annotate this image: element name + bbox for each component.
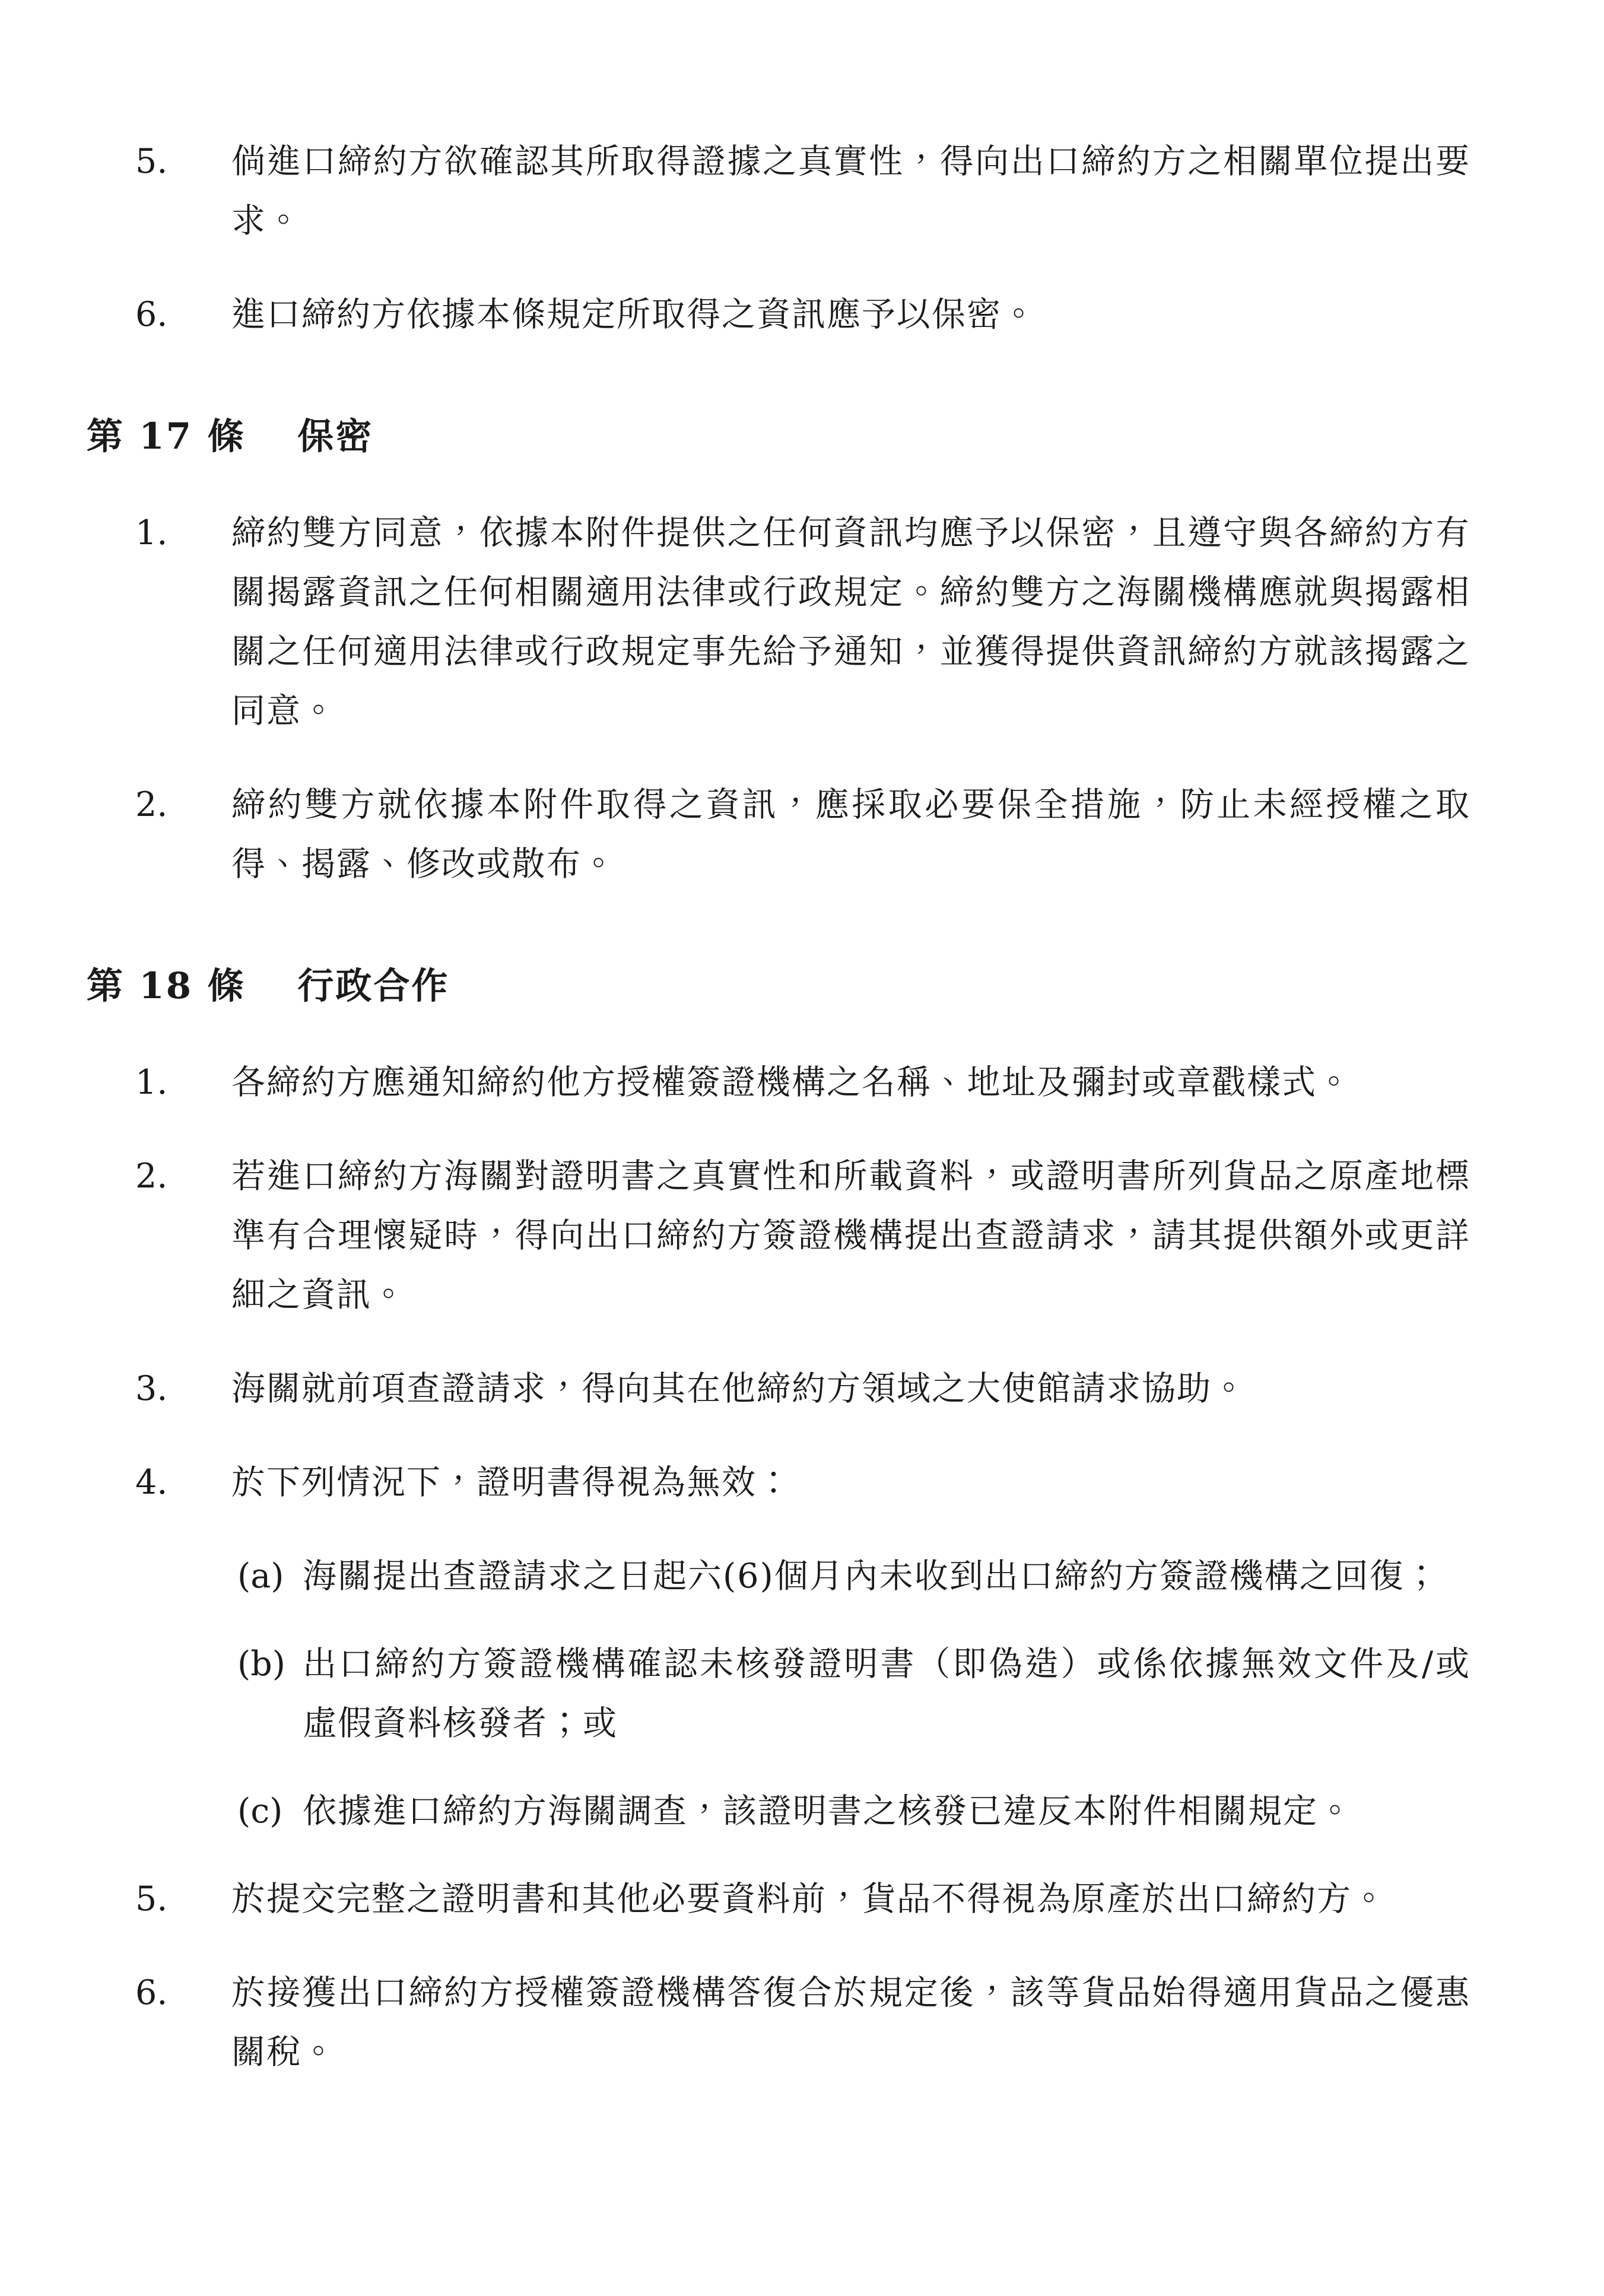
item-number: 2. (135, 785, 168, 824)
item-number: 2. (135, 1157, 168, 1196)
article-17-heading (87, 406, 1470, 468)
article-18-item-4-sublist (237, 1546, 1470, 1841)
article-18-item-6 (87, 1963, 1470, 2082)
item-text: 若進口締約方海關對證明書之真實性和所載資料，或證明書所列貨品之原產地標準有合理懷疑時，得向出口締約方簽證機構提出查證請求，請其提供額外或更詳細之資訊。 (231, 1157, 1470, 1314)
article-17-item-2 (87, 775, 1470, 894)
article-18-heading (87, 955, 1470, 1017)
article-17-item-1 (87, 503, 1470, 741)
item-number: 1. (135, 513, 168, 552)
item-number: 6. (135, 1973, 168, 2012)
article-17-number: 第 17 條 (87, 415, 246, 458)
article-18-item-5 (87, 1869, 1470, 1929)
item-text: 倘進口締約方欲確認其所取得證據之真實性，得向出口締約方之相關單位提出要求。 (231, 142, 1470, 240)
item-text: 締約雙方就依據本附件取得之資訊，應採取必要保全措施，防止未經授權之取得、揭露、修改或散布。 (231, 785, 1470, 884)
item-text: 於下列情況下，證明書得視為無效： (231, 1463, 792, 1502)
sub-item-letter: (a) (237, 1557, 284, 1596)
item-number: 4. (135, 1463, 168, 1502)
item-number: 5. (135, 1879, 168, 1919)
item-number: 3. (135, 1369, 168, 1408)
item-text: 進口締約方依據本條規定所取得之資訊應予以保密。 (231, 295, 1037, 334)
sub-item-text: 海關提出查證請求之日起六(6)個月內未收到出口締約方簽證機構之回復； (303, 1557, 1440, 1596)
item-text: 海關就前項查證請求，得向其在他締約方領域之大使館請求協助。 (231, 1369, 1247, 1408)
item-number: 1. (135, 1063, 168, 1102)
article-18-item-4 (87, 1453, 1470, 1512)
item-text: 於接獲出口締約方授權簽證機構答復合於規定後，該等貨品始得適用貨品之優惠關稅。 (231, 1973, 1470, 2072)
article-18-item-3 (87, 1359, 1470, 1418)
list-item-6-prev-article (87, 285, 1470, 344)
sub-item-letter: (c) (237, 1792, 283, 1831)
item-text: 於提交完整之證明書和其他必要資料前，貨品不得視為原產於出口締約方。 (231, 1879, 1387, 1919)
sub-item-text: 出口締約方簽證機構確認未核發證明書（即偽造）或係依據無效文件及/或虛假資料核發者；或 (303, 1644, 1470, 1743)
article-18-number: 第 18 條 (87, 965, 246, 1007)
sub-item-text: 依據進口締約方海關調查，該證明書之核發已違反本附件相關規定。 (303, 1792, 1353, 1831)
sub-item-letter: (b) (237, 1644, 285, 1684)
sub-item-c (237, 1781, 1470, 1841)
sub-item-b (237, 1634, 1470, 1753)
list-item-5-prev-article (87, 132, 1470, 250)
article-18-item-2 (87, 1147, 1470, 1325)
article-17-title: 保密 (297, 415, 374, 458)
item-number: 6. (135, 295, 168, 334)
article-18-item-1 (87, 1053, 1470, 1112)
item-number: 5. (135, 142, 168, 181)
item-text: 締約雙方同意，依據本附件提供之任何資訊均應予以保密，且遵守與各締約方有關揭露資訊之任何相關適用法律或行政規定。締約雙方之海關機構應就與揭露相關之任何適用法律或行政規定事先給予通知，並獲得提供資訊締約方就該揭露之同意。 (231, 513, 1470, 731)
article-18-title: 行政合作 (297, 965, 450, 1007)
item-text: 各締約方應通知締約他方授權簽證機構之名稱、地址及彌封或章戳樣式。 (231, 1063, 1352, 1102)
sub-item-a (237, 1546, 1470, 1606)
